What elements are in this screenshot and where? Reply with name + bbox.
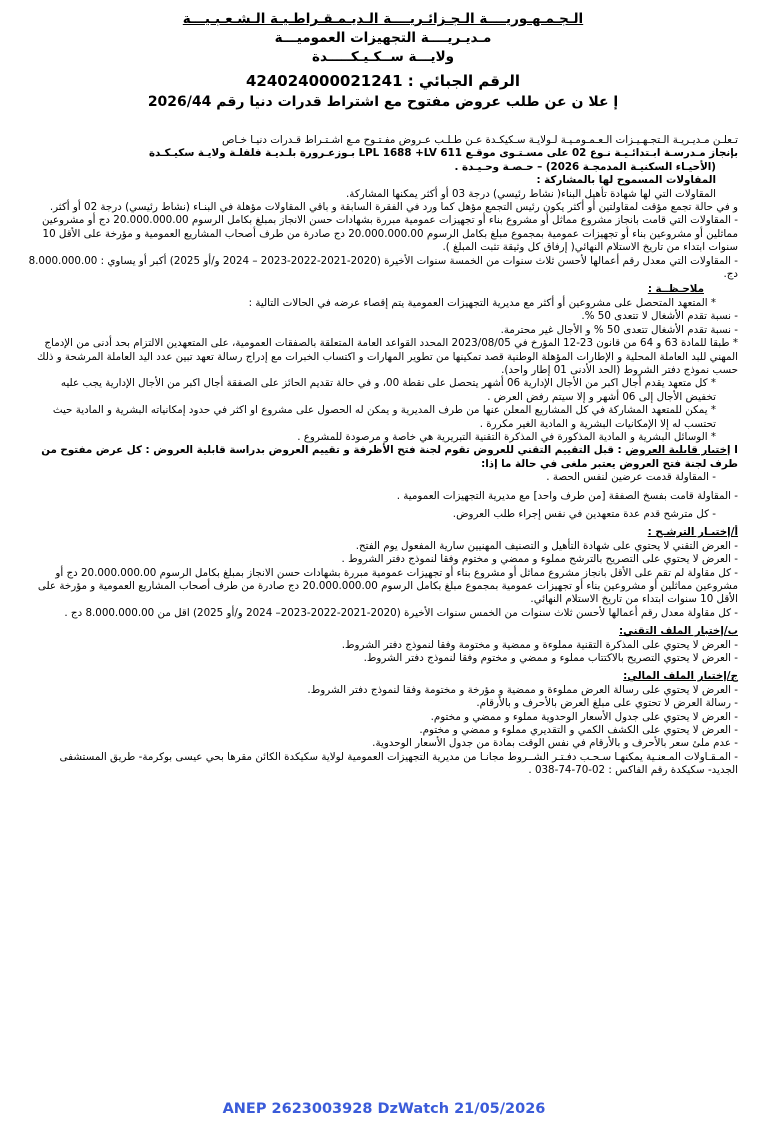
section-c-item: - العرض لا يحتوي على جدول الأسعار الوحدوية مملوء و ممضي و مختوم. xyxy=(430,710,738,723)
section-c-item: - العرض لا يحتوي على رسالة العرض مملوءة و ممضية و مؤرخة و مختومة وفقا لنموذج دفتر الشروط. xyxy=(307,683,738,696)
section-a-title: أ/إختبـار الترشـح : xyxy=(647,526,738,539)
section-c-item: - رسالة العرض لا تحتوي على مبلغ العرض بالأحرف و بالأرقام. xyxy=(476,697,738,710)
note-item: * الوسائل البشرية و المادية المذكورة في المذكرة التقنية التبريرية هي خاصة و مرصودة للمشروع . xyxy=(297,430,716,443)
section-a-item: - كل مقاولة معدل رقم أعمالها لأحسن ثلاث سنوات من الخمس سنوات الأخيرة (2020-2021-2022-2023– 2024 و/أو 2025) اقل من 8.000.000.00 دج . xyxy=(64,606,738,619)
publication-reference: ANEP 2623003928 DzWatch 21/05/2026 xyxy=(222,1101,546,1117)
announcement-title: إ علا ن عن طلب عروض مفتوح مع اشتراط قدرات دنيا رقم 2026/44 xyxy=(147,94,619,110)
section-a-item: - كل مقاولة لم تقم على الأقل بانجاز مشروع مماثل أو مشروع بناء أو تجهيزات عمومية مبررة بشهادات حسن الانجاز بمبلغ بكامل الرسوم 20.000.000.00 دج أو مشروعين مماثلين أو مشروعين بناء أو تجهيزات عمومية بمجموع مبلغ بكامل الرسوم 20.000.000.00 دج صادرة من طرف أصحاب المشاريع العمومية و مؤرخة على الأقل 10 سنوات ابتداء من تاريخ الاستلام النهائي. xyxy=(37,566,738,606)
lot-line: (الأحيـاء السكنيـة المدمجـة 2026) – حـصـة وحـيـدة . xyxy=(454,160,716,173)
section-c-title: ج/إختبار الملف المالي: xyxy=(623,670,738,683)
allowed-item: و في حالة تجمع مؤقت لمقاولتين أو أكثر يكون رئيس التجمع مؤهل كما ورد في الفقرة السابقة و باقي المقاولات مؤهلة في البنـاء (نشاط رئيسي) درجة 02 أو أكثر. xyxy=(49,201,738,214)
document-header xyxy=(28,10,738,67)
note-item: - نسبة تقدم الأشغال لا تتعدى 50 %. xyxy=(581,310,738,323)
announcement-body xyxy=(28,134,738,778)
tax-number: الرقم الجبائي : 424024000021241 xyxy=(245,72,521,90)
section-b-title: ب/إختبار الملف التقني: xyxy=(619,625,738,638)
note-item: * يمكن للمتعهد المشاركة في كل المشاريع المعلن عنها من طرف المديرية و يمكن له الحصول على مشروع او اكثر في حدود إمكانياته البشرية و المادية حيث تحتسب له إلا الإمكانيات البشرية و المادية الغير مكررة . xyxy=(52,404,716,430)
allowed-item: - المقاولات التي معدل رقم أعمالها لأحسن ثلاث سنوات من الخمسة سنوات الأخيرة (2020-2021-2022-2023 – 2024 و/أو 2025) أكبر أو يساوي : 8.000.000.00 دج. xyxy=(28,254,738,281)
section-c-item: - المـقـاولات المـعنـية يمكنهـا سـحـب دفـتـر الشــروط مجانـا من مديرية التجهيزات العمومية لولاية سكيكدة الكائن مقرها بحي عيسى بوكرمة- طريق المستشفى الجديد- سكيكدة رقم الفاكس : 02-70-74-038 . xyxy=(59,750,738,777)
allowed-heading: المقاولات المسموح لها بالمشاركة : xyxy=(536,174,716,187)
section-admissibility xyxy=(28,444,738,471)
notes-heading: ملاحـظــة : xyxy=(647,283,704,296)
allowed-item: - المقاولات التي قامت بانجاز مشروع مماثل أو مشروع بناء أو تجهيزات عمومية مبررة بشهادات حسن الانجاز بمبلغ بكامل الرسوم 20.000.000.00 دج أو مشروعين مماثلين أو مشروعين بناء أو تجهيزات عمومية بمجموع مبلغ بكامل الرسوم 20.000.000.00 دج صادرة من طرف أصحاب المشاريع العمومية و مؤرخة على الأقل 10 سنوات ابتداء من تاريخ الاستلام النهائي( إرفاق كل وثيقة تثبت المبلغ ). xyxy=(41,214,738,254)
note-item: * كل متعهد يقدم أجال اكبر من الأجال الإدارية 06 أشهر يتحصل على نقطة 00، و في حالة تقديم الحائز على الصفقة أجال اكبر من الأجال الإدارية يجب عليه تخفيض الأجال إلى 06 أشهر و إلا سيتم رفض العرض . xyxy=(60,377,716,403)
section-number: I xyxy=(734,444,738,457)
note-item: * طبقا للمادة 63 و 64 من قانون 23-12 المؤرخ في 2023/08/05 المحدد القواعد العامة المتعلقة بالصفقات العمومية، على المتعهدين الالتزام بحد أدنى من الإدماج المهني للبد العاملة المحلية و الإطارات المؤهلة الوطنية قصد تمكينها من تطوير المهارات و اكتساب الخبرات مع إدراج رسالة تعهد تبين عدد اليد العاملة المرشحة و ذلك حسب نموذج دفتر الشروط (الحد الأدنى 01 إطار واحد). xyxy=(37,337,738,376)
directorate-title: مـديـريــــة التجهيزات العموميـــة xyxy=(274,30,492,46)
section-text: : قبل التقييم التقني للعروض تقوم لجنة فتح الأظرفة و تقييم العروض بدراسة قابلية العروض : كل عرض مفتوح من طرف لجنة فتح العروض يعتبر ملغى في حالة ما إذا: xyxy=(41,444,738,470)
note-item: * المتعهد المتحصل على مشروعين أو أكثر مع مديرية التجهيزات العمومية يتم إقصاء عرضه في الحالات التالية : xyxy=(248,296,716,309)
section-b-item: - العرض لا يحتوي التصريح بالاكتتاب مملوء و ممضي و مختوم وفقا لنموذج دفتر الشروط. xyxy=(363,652,738,665)
section-b-item: - العرض لا يحتوي على المذكرة التقنية مملوءة و ممضية و مختومة وفقا لنموذج دفتر الشروط. xyxy=(341,638,738,651)
republic-title: الـجـمـهـوريــــة الـجـزائـريــــة الـديـمـقـراطـيـة الـشـعـبـيـــة xyxy=(182,11,584,27)
section-c-item: - العرض لا يحتوي على الكشف الكمي و التقديري مملوء و ممضي و مختوم. xyxy=(419,724,738,737)
admissibility-item: - المقاولة قامت بفسخ الصفقة [من طرف واحد] مع مديرية التجهيزات العمومية . xyxy=(396,489,738,502)
allowed-item: المقاولات التي لها شهادة تأهيل البناء( نشاط رئيسي) درجة 03 أو أكثر يمكنها المشاركة. xyxy=(346,187,716,200)
intro-line: تـعلـن مـديـريـة الـتجـهـيـزات الـعـمـومـيـة لـولايـة سـكيكـدة عـن طـلـب عـروض مفـتـوح مـع اشـتـراط قـدرات دنيـا خـاص xyxy=(221,134,738,146)
admissibility-item: - المقاولة قدمت عرضين لنفس الحصة . xyxy=(546,471,716,484)
section-c-item: - عدم ملئ سعر بالأحرف و بالأرقام في نفس الوقت بمادة من جدول الأسعار الوحدوية. xyxy=(372,737,738,750)
note-item: - نسبة تقدم الأشغال تتعدى 50 % و الأجال غير محترمة. xyxy=(500,323,738,336)
section-a-item: - العرض لا يحتوي على التصريح بالترشح مملوء و ممضي و مختوم وفقا لنموذج دفتر الشروط . xyxy=(341,553,738,566)
admissibility-item: - كل مترشح قدم عدة متعهدين في نفس إجراء طلب العروض. xyxy=(452,507,716,520)
section-a-item: - العرض التقني لا يحتوي على شهادة التأهيل و التصنيف المهنيين سارية المفعول يوم الفتح. xyxy=(355,539,738,552)
section-title: إختبار قابلية العروض xyxy=(625,444,731,457)
announcement-page xyxy=(28,10,738,778)
wilaya-title: ولايـــة ســكـيـكـــــدة xyxy=(311,49,455,65)
project-line: بإنجاز مـدرسـة ابـتدائـيـة نـوع 02 على مسـتـوى موقـع LPL 1688 +LV 611 بـوزعـرورة بلـديـة فلفلـة ولايـة سكيـكـدة xyxy=(148,147,738,160)
